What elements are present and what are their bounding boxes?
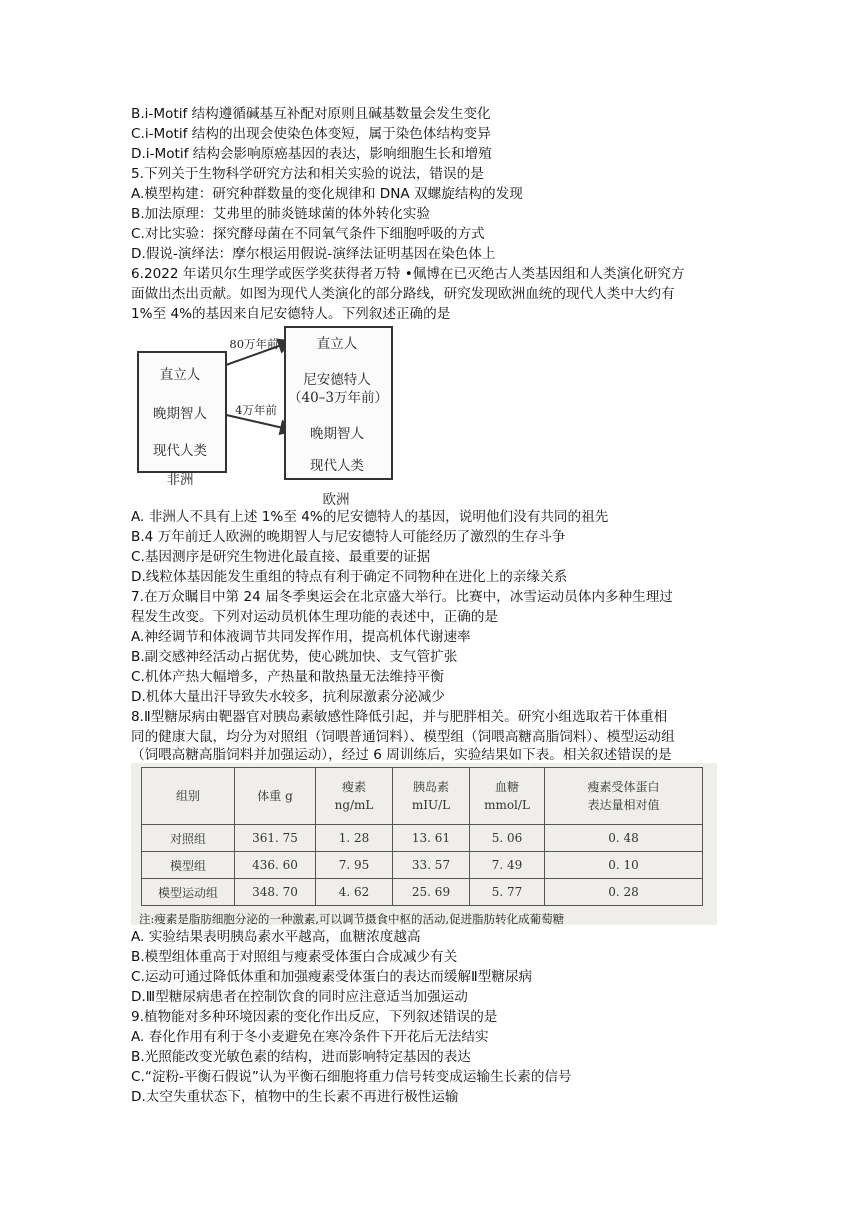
arrow-label-80k: 80万年前: [229, 337, 279, 351]
table-row: [142, 825, 703, 852]
table-note: 注:瘦素是脂肪细胞分泌的一种激素,可以调节摄食中枢的活动,促进脂肪转化成葡萄糖: [139, 912, 565, 926]
option-line: A. 非洲人不具有上述 1%至 4%的尼安德特人的基因，说明他们没有共同的祖先: [131, 509, 609, 525]
table-cell: 5. 06: [470, 825, 545, 852]
europe-homo-erectus: 直立人: [316, 336, 358, 352]
europe-neanderthal: 尼安德特人: [303, 372, 371, 388]
option-line: D.Ⅲ型糖尿病患者在控制饮食的同时应注意适当加强运动: [131, 989, 468, 1005]
question-stem: 7.在万众瞩目中第 24 届冬季奥运会在北京盛大举行。比赛中，冰雪运动员体内多种生理过: [131, 589, 673, 605]
option-line: D.线粒体基因能发生重组的特点有利于确定不同物种在进化上的亲缘关系: [131, 569, 568, 585]
table-cell: 模型组: [142, 852, 235, 879]
option-line: C.“淀粉-平衡石假说”认为平衡石细胞将重力信号转变成运输生长素的信号: [131, 1069, 572, 1085]
header-receptor: 瘦素受体蛋白 表达量相对值: [545, 768, 703, 825]
option-line: C.i-Motif 结构的出现会使染色体变短，属于染色体结构变异: [131, 126, 491, 142]
option-line: C.机体产热大幅增多，产热量和散热量无法维持平衡: [131, 669, 444, 685]
table-cell: 4. 62: [316, 879, 393, 906]
table-cell: 7. 49: [470, 852, 545, 879]
option-line: A.神经调节和体液调节共同发挥作用，提高机体代谢速率: [131, 629, 471, 645]
question-stem: （饲喂高糖高脂饲料并加强运动），经过 6 周训练后，实验结果如下表。相关叙述错误的是: [131, 747, 672, 763]
option-line: D.假说-演绎法：摩尔根运用假说-演绎法证明基因在染色体上: [131, 246, 496, 262]
question-stem: 程发生改变。下列对运动员机体生理功能的表述中，正确的是: [131, 609, 499, 625]
question-stem: 面做出杰出贡献。如图为现代人类演化的部分路线，研究发现欧洲血统的现代人类中大约有: [131, 286, 675, 302]
arrow-label-4k: 4万年前: [235, 403, 277, 417]
africa-homo-erectus: 直立人: [159, 367, 201, 383]
table-cell: 0. 48: [545, 825, 703, 852]
europe-modern-human: 现代人类: [310, 458, 364, 474]
table-cell: 436. 60: [235, 852, 316, 879]
question-stem: 6.2022 年诺贝尔生理学或医学奖获得者万特 •佩博在已灭绝古人类基因组和人类演化研究方: [131, 266, 685, 282]
question-stem: 1%至 4%的基因来自尼安德特人。下列叙述正确的是: [131, 306, 451, 322]
question-stem: 8.Ⅱ型糖尿病由靶器官对胰岛素敏感性降低引起，并与肥胖相关。研究小组选取若干体重相: [131, 709, 668, 725]
europe-neanderthal-period: （40–3万年前）: [288, 390, 389, 406]
europe-label: 欧洲: [322, 492, 350, 508]
option-line: A. 实验结果表明胰岛素水平越高，血糖浓度越高: [131, 929, 421, 945]
question-stem: 同的健康大鼠，均分为对照组（饲喂普通饲料）、模型组（饲喂高糖高脂饲料）、模型运动组: [131, 729, 675, 745]
option-line: B.4 万年前迁人欧洲的晚期智人与尼安德特人可能经历了激烈的生存斗争: [131, 529, 566, 545]
header-weight: 体重 g: [235, 768, 316, 825]
option-line: B.加法原理：艾弗里的肺炎链球菌的体外转化实验: [131, 206, 431, 222]
africa-label: 非洲: [166, 472, 194, 488]
option-line: D.机体大量出汗导致失水较多，抗利尿激素分泌减少: [131, 689, 445, 705]
table-cell: 361. 75: [235, 825, 316, 852]
table-cell: 348. 70: [235, 879, 316, 906]
table-cell: 5. 77: [470, 879, 545, 906]
table-header-row: [142, 768, 703, 825]
option-line: B.模型组体重高于对照组与瘦素受体蛋白合成减少有关: [131, 949, 458, 965]
results-table-image: [131, 763, 717, 925]
option-line: C.对比实验：探究酵母菌在不同氧气条件下细胞呼吸的方式: [131, 226, 485, 242]
header-leptin: 瘦素 ng/mL: [316, 768, 393, 825]
africa-modern-human: 现代人类: [153, 443, 207, 459]
table-cell: 对照组: [142, 825, 235, 852]
results-table: [141, 767, 703, 906]
header-insulin: 胰岛素 mIU/L: [393, 768, 470, 825]
option-line: B.光照能改变光敏色素的结构，进而影响特定基因的表达: [131, 1049, 471, 1065]
option-line: C.基因测序是研究生物进化最直接、最重要的证据: [131, 549, 431, 565]
human-evolution-diagram: [130, 322, 400, 512]
table-row: [142, 852, 703, 879]
table-cell: 0. 28: [545, 879, 703, 906]
table-cell: 25. 69: [393, 879, 470, 906]
table-cell: 33. 57: [393, 852, 470, 879]
header-glucose: 血糖 mmol/L: [470, 768, 545, 825]
option-line: A. 春化作用有利于冬小麦避免在寒冷条件下开花后无法结实: [131, 1029, 489, 1045]
option-line: D.i-Motif 结构会影响原癌基因的表达，影响细胞生长和增殖: [131, 146, 492, 162]
option-line: A.模型构建：研究种群数量的变化规律和 DNA 双螺旋结构的发现: [131, 186, 523, 202]
header-group: 组别: [142, 768, 235, 825]
option-line: D.太空失重状态下，植物中的生长素不再进行极性运输: [131, 1089, 459, 1105]
option-line: B.i-Motif 结构遵循碱基互补配对原则且碱基数量会发生变化: [131, 106, 491, 122]
europe-late-homo-sapiens: 晚期智人: [310, 426, 364, 442]
table-cell: 13. 61: [393, 825, 470, 852]
option-line: B.副交感神经活动占据优势，使心跳加快、支气管扩张: [131, 649, 458, 665]
table-cell: 1. 28: [316, 825, 393, 852]
table-cell: 0. 10: [545, 852, 703, 879]
table-row: [142, 879, 703, 906]
question-stem: 9.植物能对多种环境因素的变化作出反应，下列叙述错误的是: [131, 1009, 498, 1025]
africa-late-homo-sapiens: 晚期智人: [153, 406, 207, 422]
question-stem: 5.下列关于生物科学研究方法和相关实验的说法，错误的是: [131, 166, 484, 182]
table-cell: 7. 95: [316, 852, 393, 879]
table-cell: 模型运动组: [142, 879, 235, 906]
option-line: C.运动可通过降低体重和加强瘦素受体蛋白的表达而缓解Ⅱ型糖尿病: [131, 969, 533, 985]
